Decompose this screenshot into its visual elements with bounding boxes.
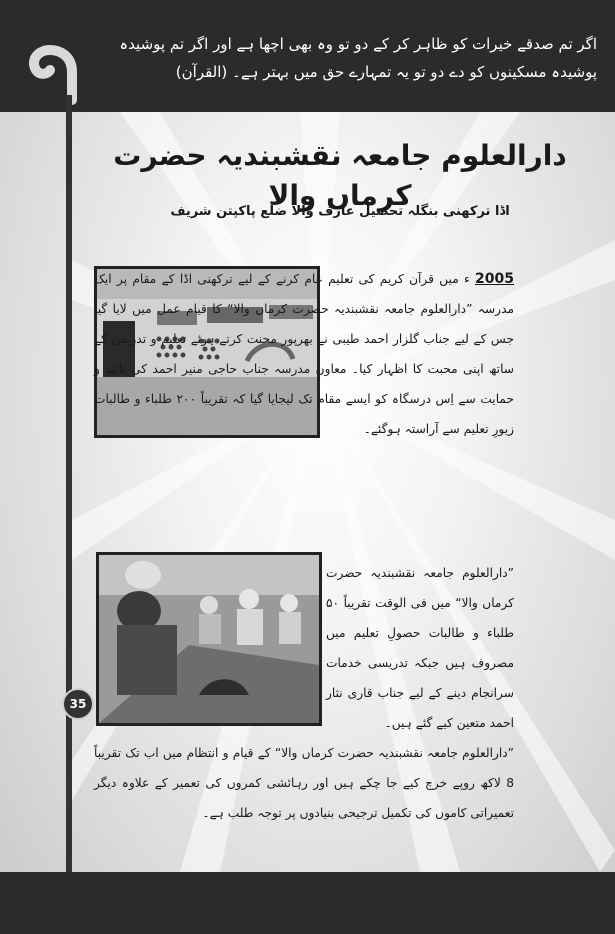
address-subtitle: اڈا ترکھنی بنگلہ تحصیل عارف والا ضلع پاکپتن شریف — [170, 204, 510, 219]
year-highlight: 2005 — [475, 271, 515, 287]
quran-verse: اگر تم صدقے خیرات کو ظاہر کر کے دو تو وہ بھی اچھا ہے اور اگر تم پوشیدہ پوشیدہ مسکینوں کو دے دو تو یہ تمہارے حق میں بہتر ہے۔ (القرآن) — [119, 35, 597, 81]
students-studying-photo — [96, 552, 322, 726]
paragraph-current-students-text: ”دارالعلوم جامعہ نقشبندیہ حضرت کرماں والا“ میں فی الوقت تقریباً ۵۰ طلباء و طالبات حصولِ تعلیم میں مصروف ہیں جبکہ تدریسی خدمات سرانجام دینے کے لیے جناب قاری نثار احمد متعین کیے گئے ہیں۔ — [326, 566, 514, 730]
hook-ornament — [14, 30, 94, 130]
margin-rule — [66, 95, 72, 872]
paragraph-expenses-text: ”دارالعلوم جامعہ نقشبندیہ حضرت کرماں والا“ کے قیام و انتظام میں اب تک تقریباً 8 لاکھ روپے خرچ کیے جا چکے ہیں اور رہائشی کمروں کی تعمیر کے علاوہ دیگر تعمیراتی کاموں کی تکمیل ترجیحی بنیادوں پر توجہ طلب ہے۔ — [94, 746, 514, 820]
paragraph-current-students — [326, 558, 514, 738]
page-title: دارالعلوم جامعہ نقشبندیہ حضرت کرماں والا — [113, 139, 567, 212]
paragraph-history-text: ء میں قرآن کریم کی تعلیم عام کرنے کے لیے ترکھنی اڈا کے مقام پر ایک مدرسہ ”دارالعلوم جامعہ نقشبندیہ حضرت کرماں والا“ کا قیام عمل میں لایا گیا جس کے لیے جناب گلزار احمد طیبی نے بھرپور محنت کرتے ہوئے تعلیم و تدریس کے ساتھ اپنی محبت کا اظہار کیا۔ معاون مدرسہ جناب حاجی منیر احمد کی تائید و حمایت سے اِس درسگاہ کو ایسے مقام تک لیجایا گیا کہ تقریباً ۲۰۰ طلباء و طالبات زیورِ تعلیم سے آراستہ ہوگئے۔ — [94, 272, 514, 436]
page-number-badge: 35 — [62, 688, 94, 720]
footer-bar — [0, 872, 615, 934]
paragraph-history — [94, 264, 514, 444]
paragraph-expenses — [94, 738, 514, 828]
